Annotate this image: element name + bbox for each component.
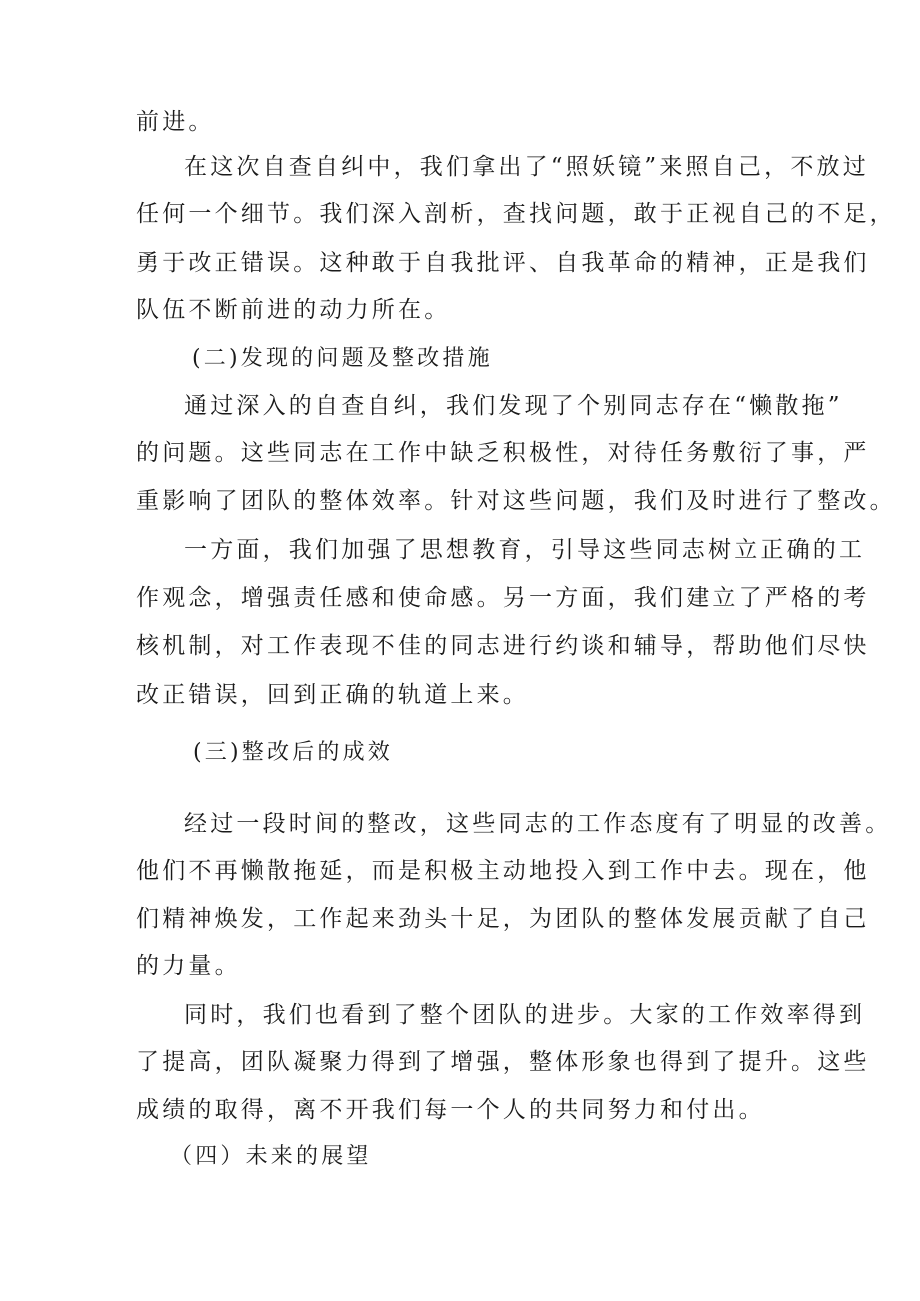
paragraph-line: 重影响了团队的整体效率。针对这些问题，我们及时进行了整改。 <box>136 488 896 514</box>
paragraph-line: 一方面，我们加强了思想教育，引导这些同志树立正确的工 <box>184 537 866 563</box>
paragraph-line: 了提高，团队凝聚力得到了增强，整体形象也得到了提升。这些 <box>136 1049 870 1075</box>
paragraph-line: 们精神焕发，工作起来劲头十足，为团队的整体发展贡献了自己 <box>136 906 870 932</box>
section-heading: (三)整改后的成效 <box>193 740 393 765</box>
paragraph-line: 他们不再懒散拖延，而是积极主动地投入到工作中去。现在，他 <box>136 858 870 884</box>
paragraph-line: 改正错误，回到正确的轨道上来。 <box>136 682 529 708</box>
section-heading: （四）未来的展望 <box>170 1144 372 1169</box>
paragraph-line: 成绩的取得，离不开我们每一个人的共同努力和付出。 <box>136 1097 765 1123</box>
paragraph-line: 的问题。这些同志在工作中缺乏积极性，对待任务敷衍了事，严 <box>136 440 870 466</box>
paragraph-line: 前进。 <box>136 109 215 135</box>
section-heading: (二)发现的问题及整改措施 <box>192 346 493 371</box>
paragraph-line: 在这次自查自纠中，我们拿出了“照妖镜”来照自己，不放过 <box>184 154 869 180</box>
paragraph-line: 同时，我们也看到了整个团队的进步。大家的工作效率得到 <box>184 1002 866 1028</box>
paragraph-line: 勇于改正错误。这种敢于自我批评、自我革命的精神，正是我们 <box>136 250 870 276</box>
paragraph-line: 的力量。 <box>136 953 241 979</box>
paragraph-line: 任何一个细节。我们深入剖析，查找问题，敢于正视自己的不足， <box>136 201 896 227</box>
paragraph-line: 队伍不断前进的动力所在。 <box>136 297 451 323</box>
paragraph-line: 通过深入的自查自纠，我们发现了个别同志存在“懒散拖” <box>184 393 843 419</box>
paragraph-line: 作观念，增强责任感和使命感。另一方面，我们建立了严格的考 <box>136 585 870 611</box>
paragraph-line: 核机制，对工作表现不佳的同志进行约谈和辅导，帮助他们尽快 <box>136 633 870 659</box>
paragraph-line: 经过一段时间的整改，这些同志的工作态度有了明显的改善。 <box>184 811 892 837</box>
